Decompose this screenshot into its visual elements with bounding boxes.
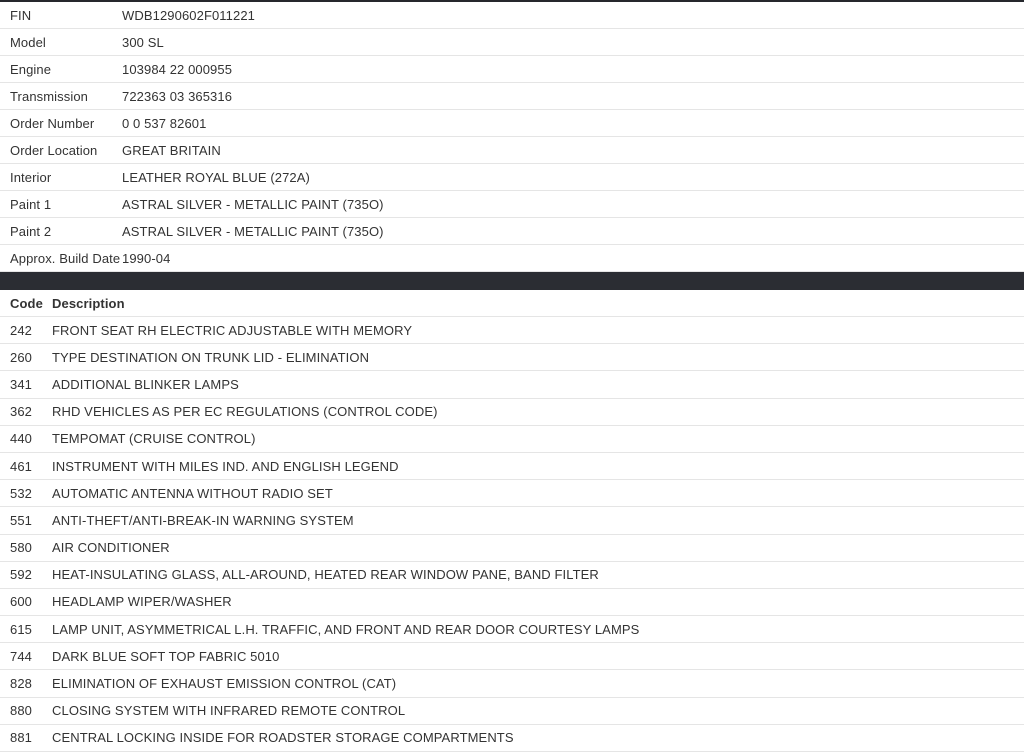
option-row xyxy=(0,725,1024,752)
spec-row xyxy=(0,137,1024,164)
option-code: 592 xyxy=(10,567,32,583)
options-table xyxy=(0,290,1024,752)
option-row xyxy=(0,616,1024,643)
option-description: AUTOMATIC ANTENNA WITHOUT RADIO SET xyxy=(52,485,333,501)
option-description: CLOSING SYSTEM WITH INFRARED REMOTE CONTROL xyxy=(52,703,406,719)
option-row xyxy=(0,643,1024,670)
option-code: 532 xyxy=(10,485,32,501)
option-row xyxy=(0,344,1024,371)
spec-value: 300 SL xyxy=(122,34,164,50)
option-row xyxy=(0,507,1024,534)
spec-row xyxy=(0,56,1024,83)
spec-row xyxy=(0,164,1024,191)
option-description: CENTRAL LOCKING INSIDE FOR ROADSTER STORAGE COMPARTMENTS xyxy=(52,730,514,746)
option-description: LAMP UNIT, ASYMMETRICAL L.H. TRAFFIC, AND FRONT AND REAR DOOR COURTESY LAMPS xyxy=(52,621,640,637)
option-description: HEAT-INSULATING GLASS, ALL-AROUND, HEATED REAR WINDOW PANE, BAND FILTER xyxy=(52,567,599,583)
option-description: RHD VEHICLES AS PER EC REGULATIONS (CONTROL CODE) xyxy=(52,404,438,420)
spec-label: Paint 1 xyxy=(10,196,52,212)
option-description: ADDITIONAL BLINKER LAMPS xyxy=(52,376,239,392)
options-header-row xyxy=(0,290,1024,317)
option-row xyxy=(0,589,1024,616)
option-code: 880 xyxy=(10,703,32,719)
spec-value: 1990-04 xyxy=(122,250,171,266)
option-code: 551 xyxy=(10,512,32,528)
option-code: 440 xyxy=(10,431,32,447)
spec-value: 0 0 537 82601 xyxy=(122,115,207,131)
option-row xyxy=(0,453,1024,480)
option-description: TYPE DESTINATION ON TRUNK LID - ELIMINATION xyxy=(52,349,370,365)
option-description: FRONT SEAT RH ELECTRIC ADJUSTABLE WITH MEMORY xyxy=(52,322,413,338)
spec-label: Approx. Build Date xyxy=(10,250,121,266)
option-description: HEADLAMP WIPER/WASHER xyxy=(52,594,232,610)
option-description: ELIMINATION OF EXHAUST EMISSION CONTROL (CAT) xyxy=(52,676,397,692)
spec-value: 103984 22 000955 xyxy=(122,61,233,77)
option-row xyxy=(0,426,1024,453)
spec-value: LEATHER ROYAL BLUE (272A) xyxy=(122,169,310,185)
spec-label: Engine xyxy=(10,61,52,77)
option-code: 341 xyxy=(10,376,32,392)
option-description: INSTRUMENT WITH MILES IND. AND ENGLISH LEGEND xyxy=(52,458,399,474)
spec-label: Order Location xyxy=(10,142,98,158)
option-description: DARK BLUE SOFT TOP FABRIC 5010 xyxy=(52,648,280,664)
spec-label: Order Number xyxy=(10,115,95,131)
spec-row xyxy=(0,2,1024,29)
code-column-header: Code xyxy=(10,295,43,311)
option-description: AIR CONDITIONER xyxy=(52,540,170,556)
spec-value: 722363 03 365316 xyxy=(122,88,233,104)
spec-label: Paint 2 xyxy=(10,223,52,239)
spec-label: FIN xyxy=(10,7,32,23)
spec-row xyxy=(0,29,1024,56)
option-row xyxy=(0,670,1024,697)
option-code: 260 xyxy=(10,349,32,365)
spec-row xyxy=(0,83,1024,110)
options-table-body xyxy=(0,317,1024,752)
spec-value: ASTRAL SILVER - METALLIC PAINT (735O) xyxy=(122,196,384,212)
option-code: 242 xyxy=(10,322,32,338)
spec-value: WDB1290602F011221 xyxy=(122,7,255,23)
description-column-header: Description xyxy=(52,295,125,311)
option-code: 828 xyxy=(10,676,32,692)
option-code: 362 xyxy=(10,404,32,420)
spec-label: Transmission xyxy=(10,88,89,104)
spec-value: GREAT BRITAIN xyxy=(122,142,221,158)
option-row xyxy=(0,371,1024,398)
option-row xyxy=(0,562,1024,589)
option-code: 881 xyxy=(10,730,32,746)
option-row xyxy=(0,535,1024,562)
spec-value: ASTRAL SILVER - METALLIC PAINT (735O) xyxy=(122,223,384,239)
option-code: 744 xyxy=(10,648,32,664)
section-separator-bar xyxy=(0,272,1024,290)
option-row xyxy=(0,698,1024,725)
spec-row xyxy=(0,110,1024,137)
option-row xyxy=(0,317,1024,344)
spec-row xyxy=(0,245,1024,272)
option-code: 580 xyxy=(10,540,32,556)
option-description: ANTI-THEFT/ANTI-BREAK-IN WARNING SYSTEM xyxy=(52,512,354,528)
option-description: TEMPOMAT (CRUISE CONTROL) xyxy=(52,431,256,447)
spec-table xyxy=(0,2,1024,272)
option-code: 615 xyxy=(10,621,32,637)
option-code: 600 xyxy=(10,594,32,610)
spec-label: Model xyxy=(10,34,46,50)
spec-label: Interior xyxy=(10,169,52,185)
option-row xyxy=(0,399,1024,426)
spec-row xyxy=(0,218,1024,245)
option-row xyxy=(0,480,1024,507)
spec-row xyxy=(0,191,1024,218)
option-code: 461 xyxy=(10,458,32,474)
